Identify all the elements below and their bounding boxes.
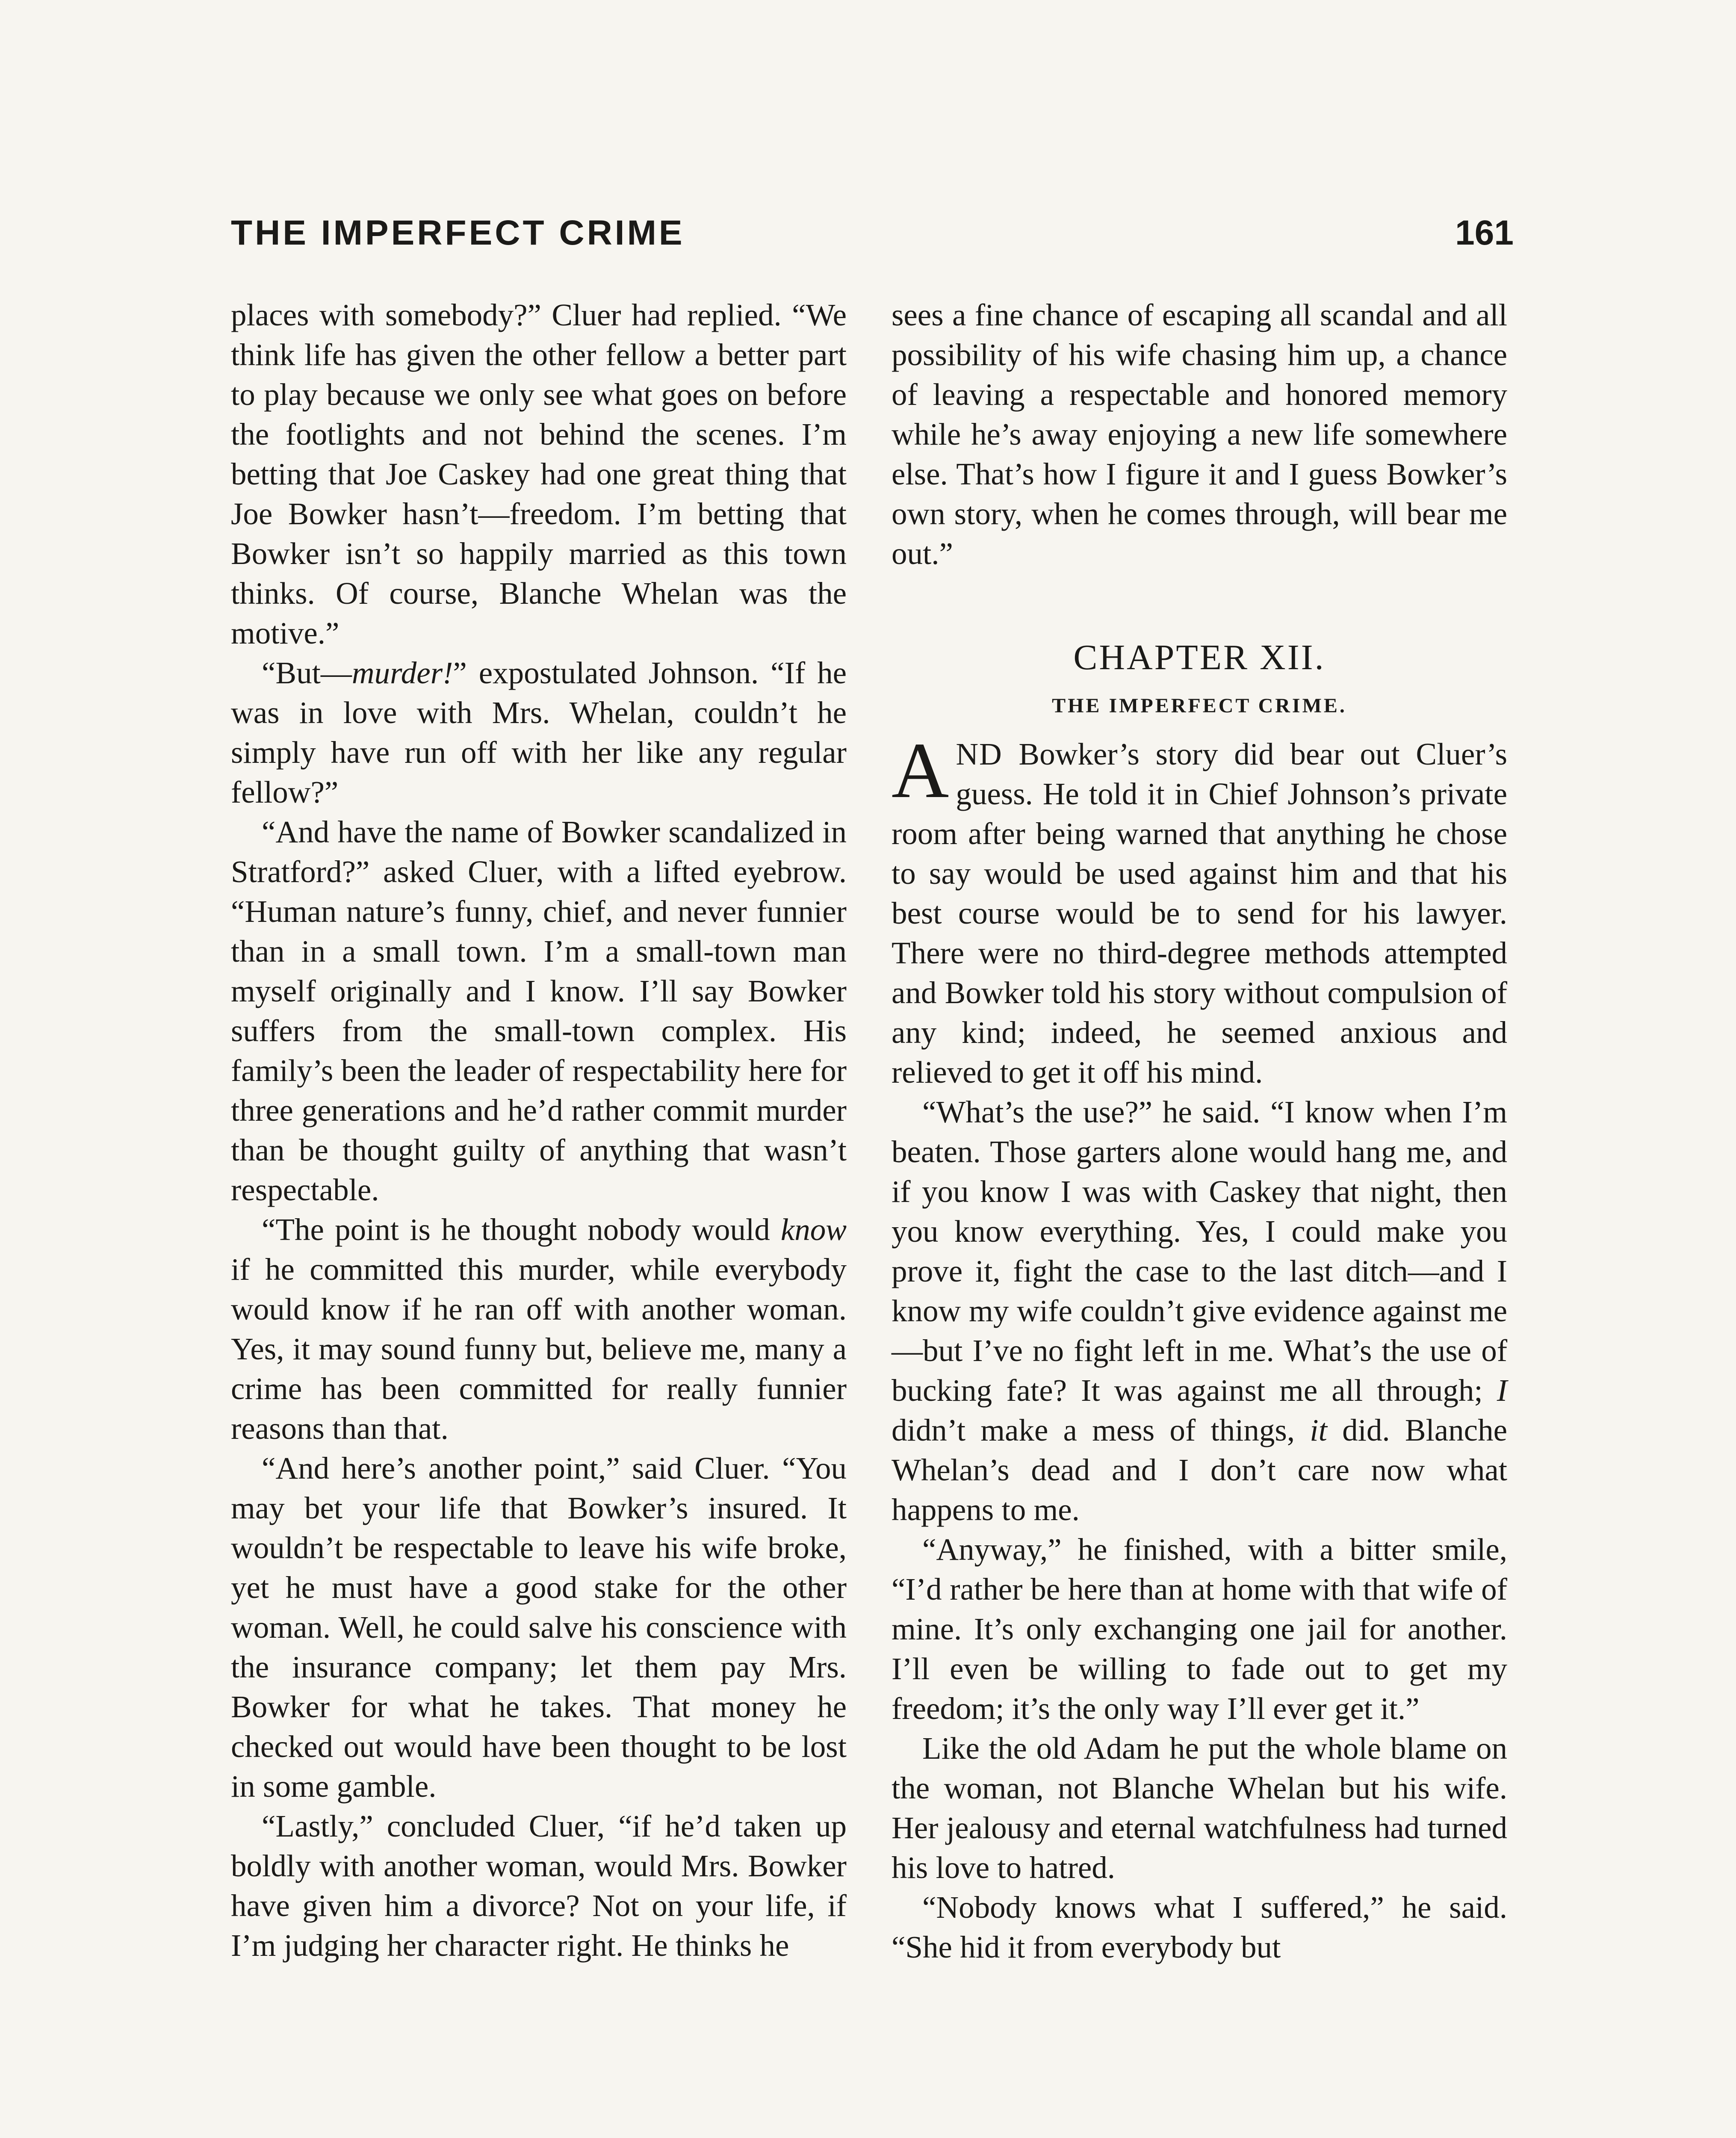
paragraph: sees a fine chance of escaping all scandal and all possibility of his wife chasing him up, a chance of leaving a respectable and honored memory while he’s away enjoying a new life somewhere else. That’s how I figure it and I guess Bowker’s own story, when he comes through, will bear me out.”: [892, 298, 1507, 571]
chapter-opening-paragraph: [892, 726, 1507, 1092]
text-run: did. Blanche Whelan’s dead and I don’t care now what happens to me.: [892, 1413, 1507, 1527]
running-header: [231, 213, 1514, 264]
paragraph: “Nobody knows what I suffered,” he said. “She hid it from everybody but: [892, 1890, 1507, 1964]
text-run: if he committed this murder, while everybody would know if he ran off with another woman. Yes, it may sound funny but, believe me, many a crime has been committed for really funnier reasons than that.: [231, 1252, 847, 1446]
paragraph: “And here’s another point,” said Cluer. “You may bet your life that Bowker’s insured. It wouldn’t be respectable to leave his wife broke, yet he must have a good stake for the other woman. Well, he could salve his conscience with the insurance company; let them pay Mrs. Bowker for what he takes. That money he checked out would have been thought to be lost in some gamble.: [231, 1451, 847, 1804]
left-column: [231, 295, 847, 1965]
running-title: THE IMPERFECT CRIME: [231, 213, 685, 252]
text-run: Bowker’s story did bear out Cluer’s guess. He told it in Chief Johnson’s private room after being warned that anything he chose to say would be used against him and that his best course would be to send for his lawyer. There were no third-degree methods attempted and Bowker told his story without compulsion of any kind; indeed, he seemed anxious and relieved to get it off his mind.: [892, 737, 1507, 1090]
paragraph: [231, 1210, 847, 1448]
chapter-subtitle: THE IMPERFECT CRIME.: [1052, 694, 1347, 717]
text-run: ” expostulated Johnson. “If he was in love with Mrs. Whelan, couldn’t he simply have run off with her like any regular fellow?”: [231, 656, 847, 809]
emphasis: murder!: [351, 656, 453, 690]
text-run: “But—: [262, 656, 352, 690]
emphasis: it: [1310, 1413, 1327, 1447]
paragraph: places with somebody?” Cluer had replied. “We think life has given the other fellow a better part to play because we only see what goes on before the footlights and not behind the scenes. I’m betting that Joe Caskey had one great thing that Joe Bowker hasn’t—freedom. I’m betting that Bowker isn’t so happily married as this town thinks. Of course, Blanche Whelan was the motive.”: [231, 298, 847, 650]
emphasis: I: [1497, 1373, 1507, 1408]
text-run: “The point is he thought nobody would: [262, 1212, 781, 1247]
small-caps-run: ND: [956, 737, 1003, 771]
drop-cap: A: [892, 726, 949, 815]
paragraph: “Lastly,” concluded Cluer, “if he’d taken up boldly with another woman, would Mrs. Bowker have given him a divorce? Not on your life, if I’m judging her character right. He thinks he: [231, 1809, 847, 1963]
emphasis: know: [780, 1212, 847, 1247]
right-column: [892, 295, 1507, 1967]
paragraph: “Anyway,” he finished, with a bitter smile, “I’d rather be here than at home with that wife of mine. It’s only exchanging one jail for another. I’ll even be willing to fade out to get my freedom; it’s the only way I’ll ever get it.”: [892, 1532, 1507, 1726]
paragraph: [231, 653, 847, 812]
paragraph: “And have the name of Bowker scandalized in Stratford?” asked Cluer, with a lifted eyebrow. “Human nature’s funny, chief, and never funnier than in a small town. I’m a small-town man myself originally and I know. I’ll say Bowker suffers from the small-town complex. His family’s been the leader of respectability here for three generations and he’d rather commit murder than be thought guilty of anything that wasn’t respectable.: [231, 815, 847, 1207]
text-run: didn’t make a mess of things,: [892, 1413, 1310, 1447]
chapter-heading: CHAPTER XII.: [1073, 638, 1326, 677]
paragraph: [892, 1092, 1507, 1530]
page-number: 161: [1455, 213, 1514, 252]
paragraph: Like the old Adam he put the whole blame on the woman, not Blanche Whelan but his wife. Her jealousy and eternal watchfulness had turned his love to hatred.: [892, 1731, 1507, 1885]
text-run: “What’s the use?” he said. “I know when I’m beaten. Those garters alone would hang me, and if you know I was with Caskey that night, then you know everything. Yes, I could make you prove it, fight the case to the last ditch—and I know my wife couldn’t give evidence against me—but I’ve no fight left in me. What’s the use of bucking fate? It was against me all through;: [892, 1095, 1507, 1408]
